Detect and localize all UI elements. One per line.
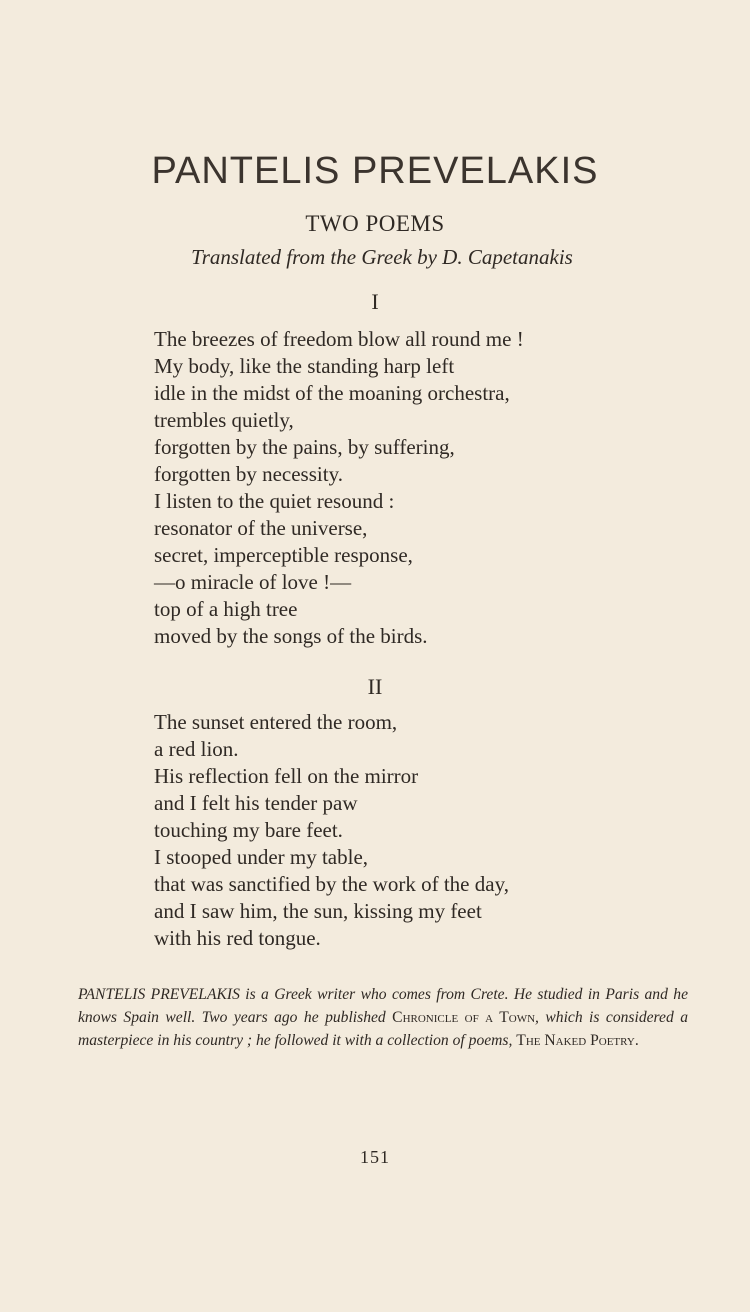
poem-line: moved by the songs of the birds.: [154, 624, 428, 648]
translator-credit: Translated from the Greek by D. Capetanakis: [191, 245, 573, 269]
poem-1-numeral: I: [371, 289, 379, 314]
poem-line: and I saw him, the sun, kissing my feet: [154, 899, 482, 923]
poem-line: a red lion.: [154, 737, 239, 761]
bio-text: PANTELIS PREVELAKIS is a Greek writer who comes from Crete. He studied in Paris and he knows Spain well. Two years ago he published: [78, 986, 688, 1026]
poem-line: and I felt his tender paw: [154, 791, 358, 815]
poem-line: My body, like the standing harp left: [154, 354, 455, 378]
poem-line: I stooped under my table,: [154, 845, 369, 869]
poem-line: secret, imperceptible response,: [154, 543, 413, 567]
poem-2-numeral: II: [367, 674, 383, 699]
poem-2: [154, 709, 654, 952]
bio-book-title-chronicle: Chronicle of a Town: [392, 1009, 536, 1026]
page-number: 151: [360, 1147, 390, 1167]
poem-line: forgotten by necessity.: [154, 462, 343, 486]
bio-end: .: [634, 1032, 639, 1049]
poem-line: touching my bare feet.: [154, 818, 343, 842]
poem-line: idle in the midst of the moaning orchestra,: [154, 381, 510, 405]
poem-line: forgotten by the pains, by suffering,: [154, 435, 455, 459]
poem-line: resonator of the universe,: [154, 516, 368, 540]
poem-line: top of a high tree: [154, 597, 298, 621]
poem-line: His reflection fell on the mirror: [154, 764, 419, 788]
author-bio-note: [78, 983, 688, 1052]
poem-line: I listen to the quiet resound :: [154, 489, 395, 513]
poem-line: The sunset entered the room,: [154, 710, 398, 734]
poem-line: trembles quietly,: [154, 408, 294, 432]
bio-book-title-naked-poetry: The Naked Poetry: [516, 1032, 635, 1049]
bio-text: , which is considered a masterpiece in his country ; he followed it with a collection of poems,: [78, 1009, 688, 1049]
poem-line: —o miracle of love !—: [154, 570, 352, 594]
poem-line: with his red tongue.: [154, 926, 321, 950]
poem-line: that was sanctified by the work of the day,: [154, 872, 509, 896]
poem-1: [154, 326, 654, 650]
poem-line: The breezes of freedom blow all round me !: [154, 327, 524, 351]
author-heading: PANTELIS PREVELAKIS: [151, 150, 599, 192]
poems-subtitle: TWO POEMS: [305, 211, 445, 236]
